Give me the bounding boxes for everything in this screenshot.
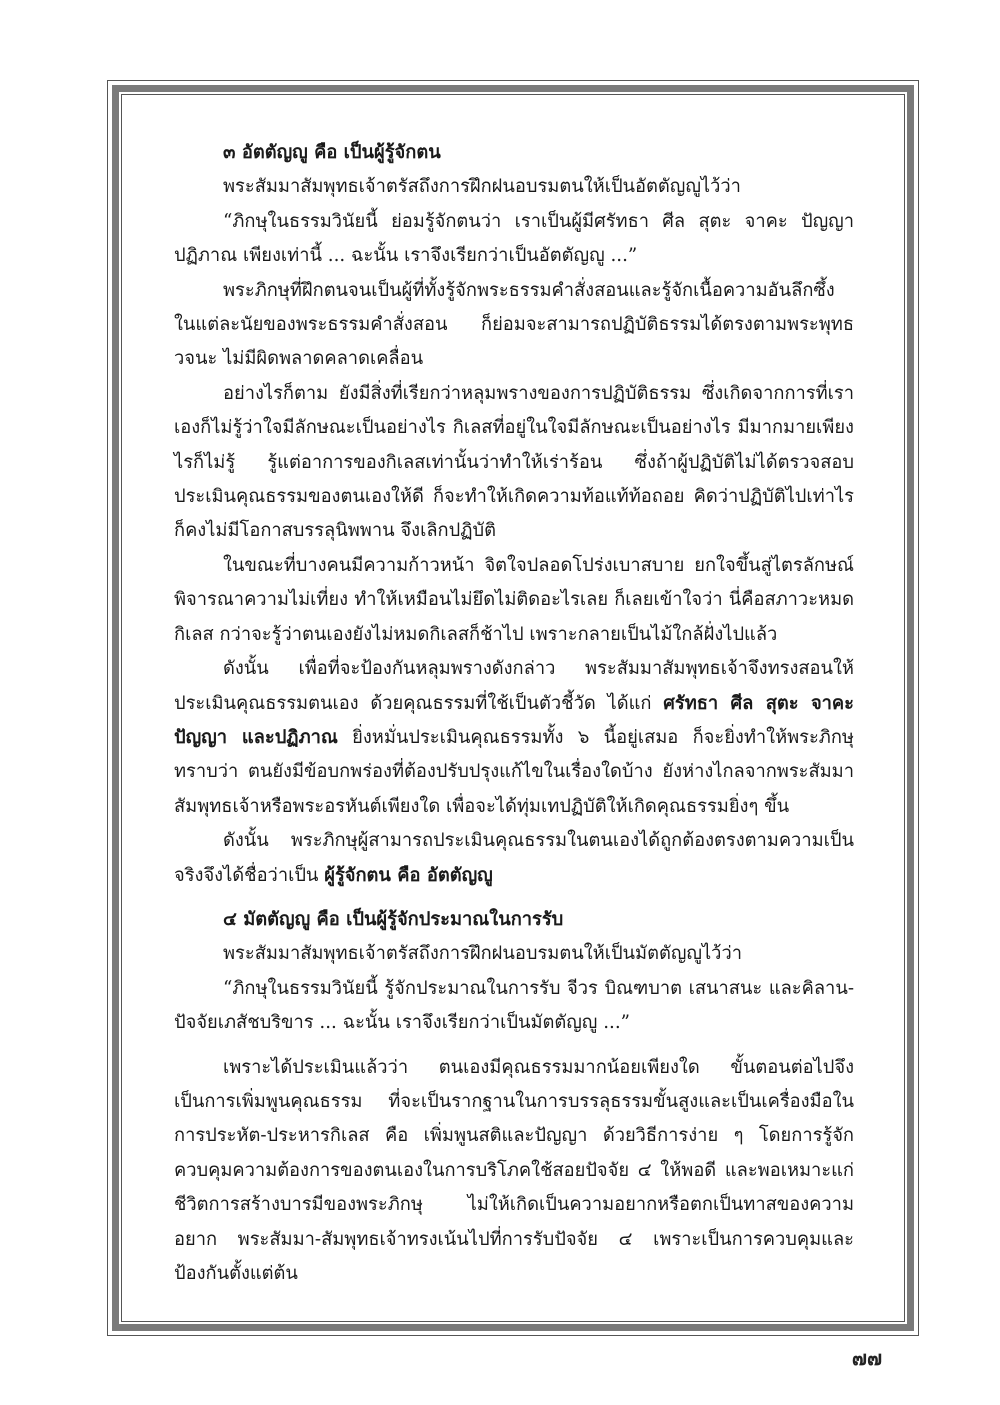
page-number: ๗๗ [851, 1346, 882, 1370]
section-3-quote: “ภิกษุในธรรมวินัยนี้ ย่อมรู้จักตนว่า เราเป็นผู้มีศรัทธา ศีล สุตะ จาคะ ปัญญา ปฏิภาณ เพียงเท่านี้ ... ฉะนั้น เราจึงเรียกว่าเป็นอัตตัญญู ...” [174, 210, 854, 267]
virtues-list-bold: ศรัทธา ศีล สุตะ จาคะ ปัญญา และปฏิภาณ [174, 692, 854, 748]
section-3-paragraph-1: พระภิกษุที่ฝึกตนจนเป็นผู้ที่ทั้งรู้จักพระธรรมคำสั่งสอนและรู้จักเนื้อความอันลึกซึ้งในแต่ละนัยของพระธรรมคำสั่งสอน ก็ย่อมจะสามารถปฏิบัติธรรมได้ตรงตามพระพุทธวจนะ ไม่มีผิดพลาดคลาดเคลื่อน [174, 279, 854, 370]
conclusion-bold: ผู้รู้จักตน คือ อัตตัญญู [324, 864, 493, 886]
section-4-paragraph-1: เพราะได้ประเมินแล้วว่า ตนเองมีคุณธรรมมากน้อยเพียงใด ขั้นตอนต่อไปจึงเป็นการเพิ่มพูนคุณธรรม ที่จะเป็นรากฐานในการบรรลุธรรมขั้นสูงและเป็นเครื่องมือในการประหัต-ประหารกิเลส คือ เพิ่มพูนสติและปัญญา ด้วยวิธีการง่าย ๆ โดยการรู้จักควบคุมความต้องการของตนเองในการบริโภคใช้สอยปัจจัย ๔ ให้พอดี และพอเหมาะแก่ชีวิตการสร้างบารมีของพระภิกษุ ไม่ให้เกิดเป็นความอยากหรือตกเป็นทาสของความอยาก พระสัมมา-สัมพุทธเจ้าทรงเน้นไปที่การรับปัจจัย ๔ เพราะเป็นการควบคุมและป้องกันตั้งแต่ต้น [174, 1056, 854, 1284]
section-3-paragraph-4 [174, 652, 854, 824]
page-body [174, 136, 854, 1291]
paragraph-text: ดังนั้น เพื่อที่จะป้องกันหลุมพรางดังกล่าว พระสัมมาสัมพุทธเจ้าจึงทรงสอนให้ประเมินคุณธรรมตนเอง ด้วยคุณธรรมที่ใช้เป็นตัวชี้วัด ได้แก่ [174, 658, 854, 714]
section-3-paragraph-2: อย่างไรก็ตาม ยังมีสิ่งที่เรียกว่าหลุมพรางของการปฏิบัติธรรม ซึ่งเกิดจากการที่เราเองก็ไม่รู้ว่าใจมีลักษณะเป็นอย่างไร กิเลสที่อยู่ในใจมีลักษณะเป็นอย่างไร มีมากมายเพียงไรก็ไม่รู้ รู้แต่อาการของกิเลสเท่านั้นว่าทำให้เร่าร้อน ซึ่งถ้าผู้ปฏิบัติไม่ได้ตรวจสอบประเมินคุณธรรมของตนเองให้ดี ก็จะทำให้เกิดความท้อแท้ท้อถอย คิดว่าปฏิบัติไปเท่าไรก็คงไม่มีโอกาสบรรลุนิพพาน จึงเลิกปฏิบัติ [174, 382, 854, 542]
section-4-quote: “ภิกษุในธรรมวินัยนี้ รู้จักประมาณในการรับ จีวร บิณฑบาต เสนาสนะ และคิลาน-ปัจจัยเภสัชบริขาร ... ฉะนั้น เราจึงเรียกว่าเป็นมัตตัญญู ...” [174, 977, 854, 1034]
section-3-paragraph-5 [174, 824, 854, 893]
section-4-intro: พระสัมมาสัมพุทธเจ้าตรัสถึงการฝึกฝนอบรมตนให้เป็นมัตตัญญูไว้ว่า [223, 943, 742, 965]
paragraph-text: ดังนั้น พระภิกษุผู้สามารถประเมินคุณธรรมในตนเองได้ถูกต้องตรงตามความเป็นจริงจึงได้ชื่อว่าเป็น [174, 830, 854, 886]
section-3-intro: พระสัมมาสัมพุทธเจ้าตรัสถึงการฝึกฝนอบรมตนให้เป็นอัตตัญญูไว้ว่า [223, 176, 741, 198]
section-3-heading: ๓ อัตตัญญู คือ เป็นผู้รู้จักตน [223, 142, 441, 163]
section-3-paragraph-3: ในขณะที่บางคนมีความก้าวหน้า จิตใจปลอดโปร่งเบาสบาย ยกใจขึ้นสู่ไตรลักษณ์ พิจารณาความไม่เที่ยง ทำให้เหมือนไม่ยึดไม่ติดอะไรเลย ก็เลยเข้าใจว่า นี่คือสภาวะหมดกิเลส กว่าจะรู้ว่าตนเองยังไม่หมดกิเลสก็ช้าไป เพราะกลายเป็นไม้ใกล้ฝั่งไปแล้ว [174, 554, 854, 645]
section-4-heading: ๔ มัตตัญญู คือ เป็นผู้รู้จักประมาณในการรับ [223, 908, 564, 930]
paragraph-text: ยิ่งหมั่นประเมินคุณธรรมทั้ง ๖ นี้อยู่เสมอ ก็จะยิ่งทำให้พระภิกษุทราบว่า ตนยังมีข้อบกพร่องที่ต้องปรับปรุงแก้ไขในเรื่องใดบ้าง ยังห่างไกลจากพระสัมมาสัมพุทธเจ้าหรือพระอรหันต์เพียงใด เพื่อจะได้ทุ่มเทปฏิบัติให้เกิดคุณธรรมยิ่งๆ ขึ้น [174, 726, 854, 817]
